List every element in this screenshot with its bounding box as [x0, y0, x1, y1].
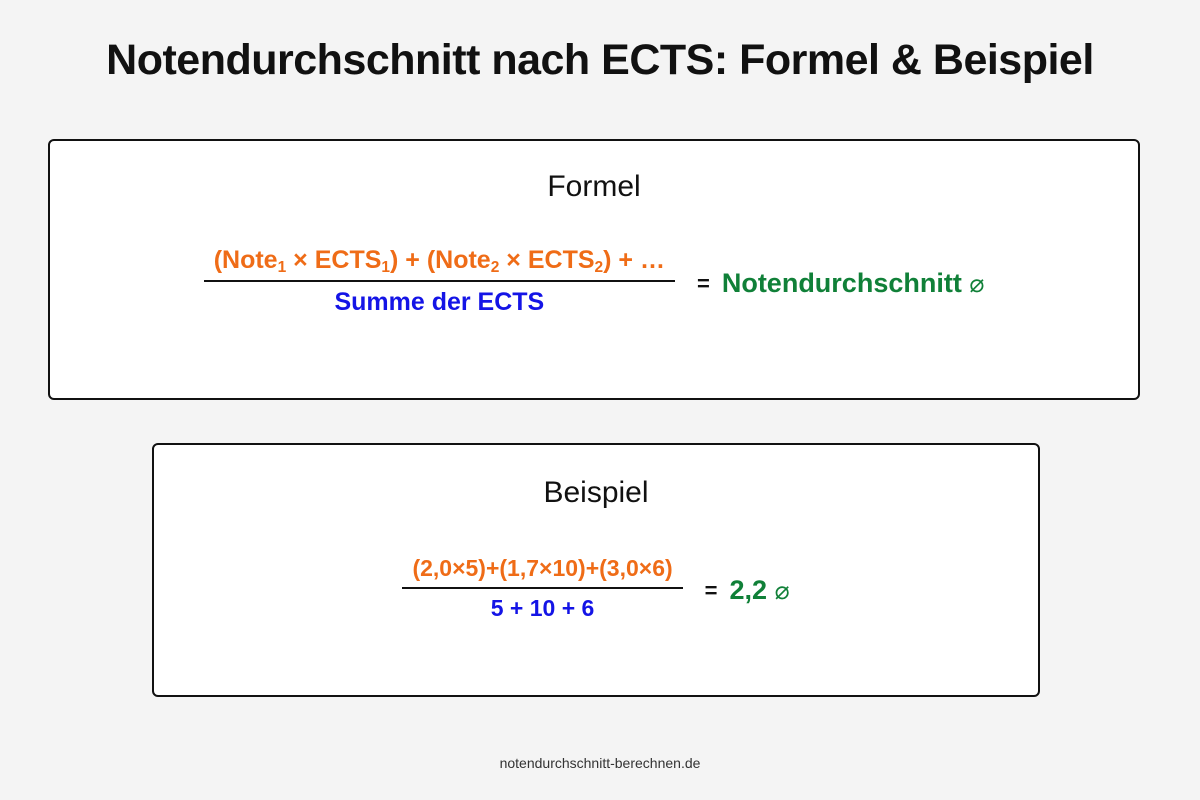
formula-card [48, 139, 1140, 400]
page-title: Notendurchschnitt nach ECTS: Formel & Beispiel [106, 36, 1094, 84]
example-denominator: 5 + 10 + 6 [490, 595, 595, 621]
formula-result [722, 264, 984, 299]
average-symbol-icon: ⌀ [969, 271, 985, 298]
example-equals-sign: = [704, 577, 718, 603]
formula-numerator [204, 246, 675, 280]
formula-numerator-sub3: 2 [490, 259, 500, 277]
formula-numerator-sub4: 2 [594, 259, 604, 277]
formula-numerator-sub1: 1 [277, 259, 287, 277]
example-equation [154, 555, 1038, 622]
formula-numerator-sub2: 1 [381, 259, 391, 277]
example-card [152, 443, 1040, 697]
example-result-value: 2,2 [729, 575, 768, 605]
example-fraction [402, 555, 682, 622]
formula-fraction [204, 246, 675, 317]
example-card-heading: Beispiel [543, 476, 649, 509]
formula-numerator-close2: ) + … [603, 246, 665, 274]
formula-numerator-times2: × ECTS [499, 246, 595, 274]
formula-numerator-open1: (Note [213, 246, 278, 274]
formula-equals-sign: = [696, 270, 710, 296]
footer-source: notendurchschnitt-berechnen.de [499, 755, 701, 771]
formula-numerator-times1: × ECTS [286, 246, 382, 274]
example-result [730, 571, 790, 606]
average-symbol-icon: ⌀ [774, 578, 790, 605]
formula-result-label: Notendurchschnitt [721, 268, 962, 298]
formula-denominator: Summe der ECTS [334, 288, 545, 316]
formula-numerator-close1: ) + (Note [390, 246, 491, 274]
formula-card-heading: Formel [547, 170, 641, 203]
formula-equation [50, 246, 1138, 317]
example-numerator: (2,0×5)+(1,7×10)+(3,0×6) [412, 555, 673, 581]
